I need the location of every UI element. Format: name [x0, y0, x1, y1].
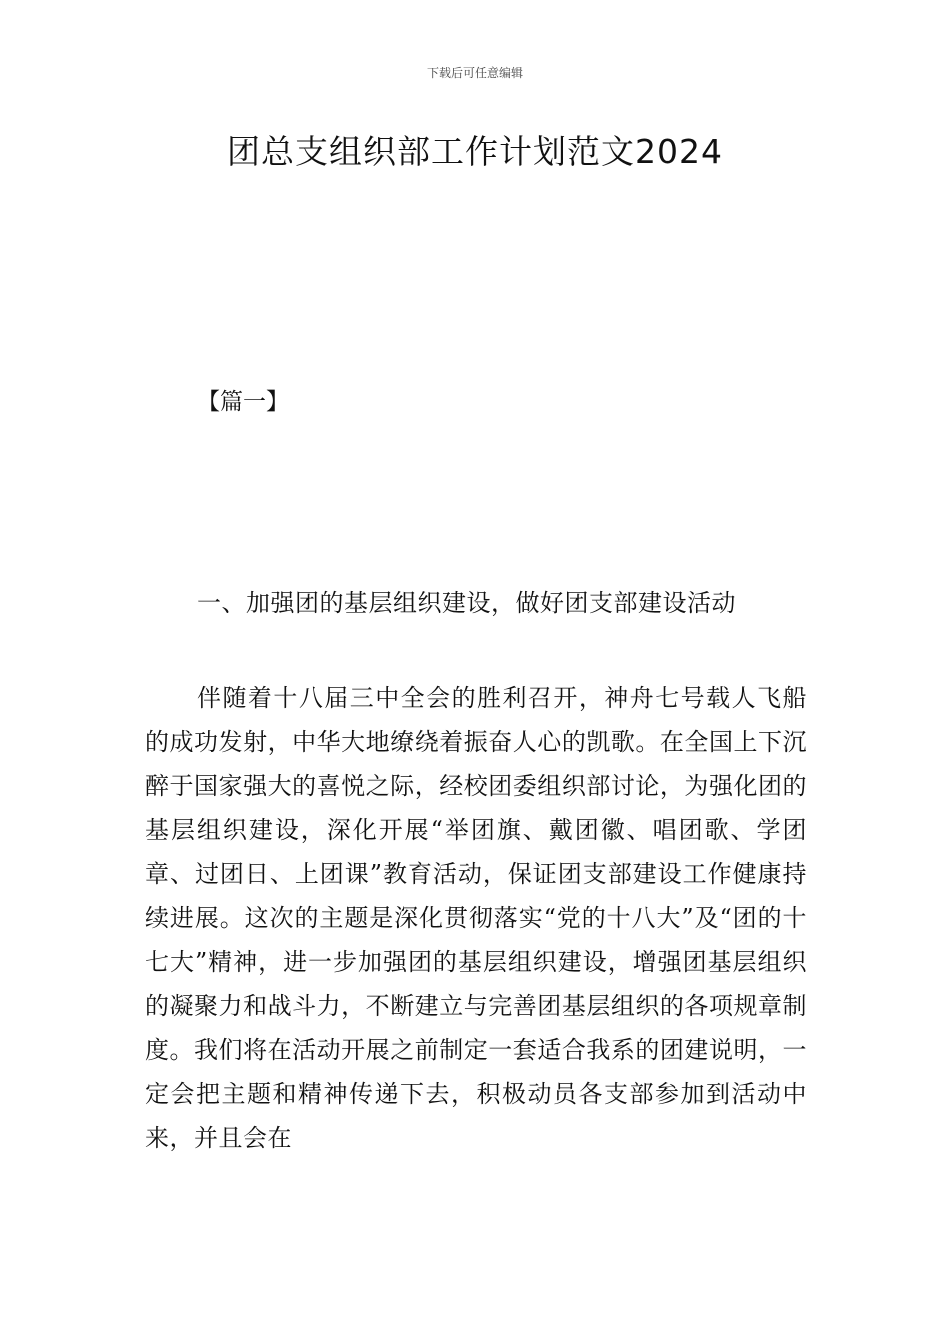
header-note: 下载后可任意编辑: [426, 66, 523, 80]
body-paragraph: 伴随着十八届三中全会的胜利召开，神舟七号载人飞船的成功发射，中华大地缭绕着振奋人心的凯歌。在全国上下沉醉于国家强大的喜悦之际，经校团委组织部讨论，为强化团的基层组织建设，深化开展“举团旗、戴团徽、唱团歌、学团章、过团日、上团课”教育活动，保证团支部建设工作健康持续进展。这次的主题是深化贯彻落实“党的十八大”及“团的十七大”精神，进一步加强团的基层组织建设，增强团基层组织的凝聚力和战斗力，不断建立与完善团基层组织的各项规章制度。我们将在活动开展之前制定一套适合我系的团建说明，一定会把主题和精神传递下去，积极动员各支部参加到活动中来，并且会在: [145, 684, 807, 1152]
document-title: 团总支组织部工作计划范文2024: [227, 132, 723, 171]
section-marker: 【篇一】: [197, 389, 289, 415]
section-heading: 一、加强团的基层组织建设，做好团支部建设活动: [197, 589, 736, 617]
